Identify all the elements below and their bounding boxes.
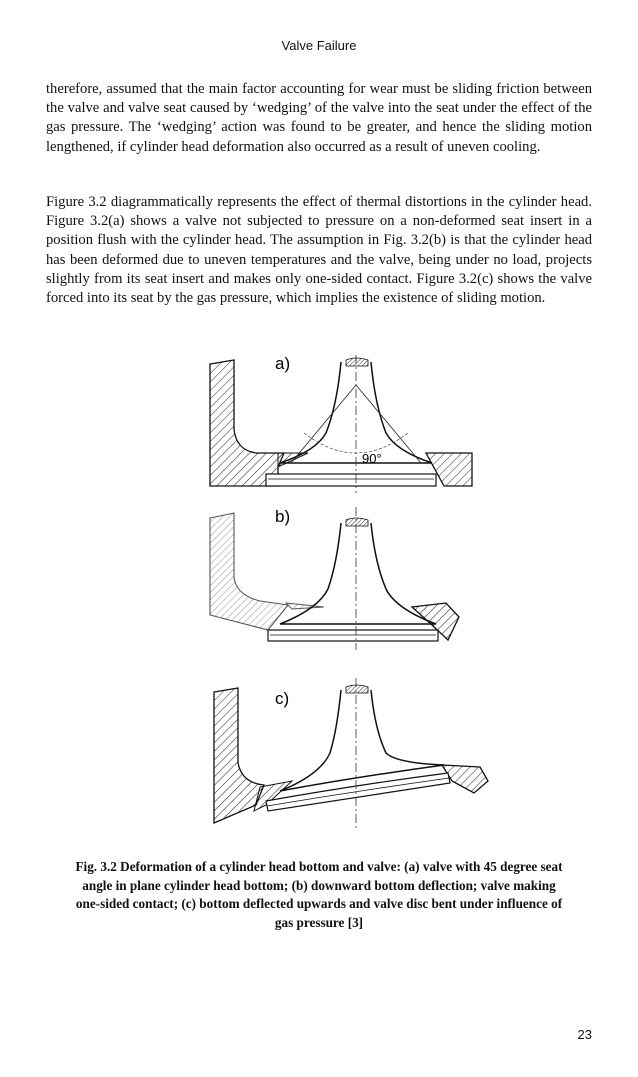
- valve-stem-tip-c: [346, 685, 368, 693]
- figure-drawing: [196, 345, 496, 835]
- caption-line-4: gas pressure [3]: [274, 914, 364, 930]
- valve-stem-b: [280, 523, 436, 624]
- caption-line-3: one-sided contact; (c) bottom deflected upwards and valve disc bent under influence of: [75, 896, 563, 912]
- valve-disc-b: [268, 630, 438, 641]
- panel-c: [214, 678, 488, 831]
- valve-stem-tip-b: [346, 518, 368, 526]
- panel-b: [210, 507, 459, 650]
- cylinder-head-section-a: [210, 360, 284, 486]
- seat-insert-left-b: [286, 603, 324, 609]
- panel-a: [210, 354, 472, 493]
- valve-stem-tip-a: [346, 358, 368, 366]
- panel-label-c: c): [275, 689, 290, 708]
- body-paragraph-2: Figure 3.2 diagrammatically represents the effect of thermal distortions in the cylinder head. Figure 3.2(a) shows a valve not subjected to pressure on a non-deformed seat insert in a position flush with the cylinder head. The assumption in Fig. 3.2(b) is that the cylinder head has been deformed due to uneven temperatures and the valve, being under no load, projects slightly from its seat insert and makes only one-sided contact. Figure 3.2(c) shows the valve forced into its seat by the gas pressure, which implies the existence of sliding motion.: [46, 194, 592, 307]
- caption-line-1: Fig. 3.2 Deformation of a cylinder head bottom and valve: (a) valve with 45 degree seat: [75, 859, 563, 874]
- figure-caption: [40, 858, 598, 932]
- valve-disc-a: [266, 474, 436, 486]
- valve-stem-c: [280, 690, 444, 791]
- figure-3-2: [196, 345, 496, 835]
- panel-label-a: a): [275, 354, 291, 373]
- valve-disc-c: [266, 773, 450, 811]
- angle-label-a: 90°: [362, 451, 382, 466]
- body-paragraph-1: therefore, assumed that the main factor accounting for wear must be sliding friction between the valve and valve seat caused by ‘wedging’ of the valve into the seat under the effect of the gas pressure. The ‘wedging’ action was found to be greater, and hence the sliding motion lengthened, if cylinder head deformation also occurred as a result of uneven cooling.: [46, 81, 592, 155]
- page-number: 23: [577, 1027, 592, 1042]
- running-head: Valve Failure: [281, 38, 357, 53]
- caption-line-2: angle in plane cylinder head bottom; (b) downward bottom deflection; valve making: [82, 877, 556, 893]
- panel-label-b: b): [275, 507, 291, 526]
- cylinder-head-section-b: [210, 513, 288, 630]
